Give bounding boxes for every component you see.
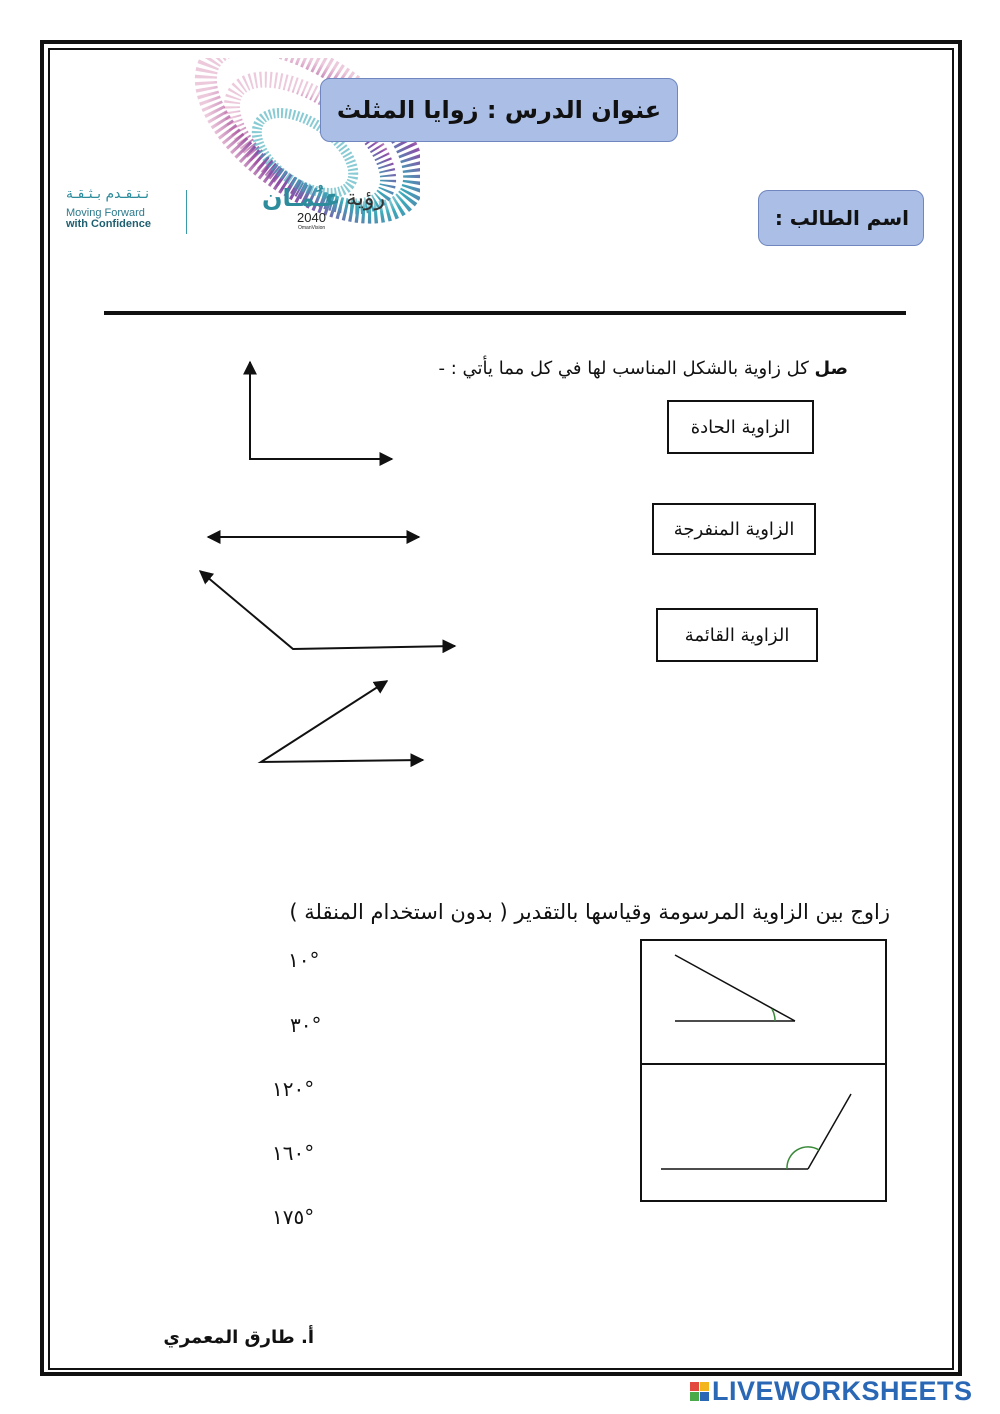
liveworksheets-logo: LIVEWORKSHEETS [690,1376,973,1407]
measure-160[interactable]: °١٦٠ [272,1141,315,1165]
measure-30[interactable]: °٣٠ [290,1013,322,1037]
logo-oman: عـُمـان [262,184,341,212]
liveworksheets-icon [690,1382,709,1401]
logo-tagline-ar: نـتـقـدم بـثـقـة [66,186,149,202]
logo-ruya: رؤية [346,186,386,211]
logo-omanvision: OmanVision [298,225,326,231]
teacher-name: أ. طارق المعمري [163,1327,314,1348]
figure-right-angle [250,362,392,459]
logo-tagline-en: Moving Forward with Confidence [66,207,151,230]
measure-175[interactable]: °١٧٥ [272,1205,315,1229]
angle-table [641,940,886,1201]
logo-year: 2040 [297,210,326,225]
table-figure-small-angle [675,955,795,1021]
label-right-angle[interactable]: الزاوية القائمة [656,608,818,662]
lesson-title: عنوان الدرس : زوايا المثلث [320,78,678,142]
figure-acute-angle [261,681,423,762]
figure-obtuse-angle [200,571,455,649]
label-obtuse-angle[interactable]: الزاوية المنفرجة [652,503,816,555]
exercise2-instruction: زاوج بين الزاوية المرسومة وقياسها بالتقدير ( بدون استخدام المنقلة ) [289,900,890,924]
exercise1-instruction: صل كل زاوية بالشكل المناسب لها في كل مما يأتي : - [438,358,848,379]
measure-120[interactable]: °١٢٠ [272,1077,315,1101]
measure-10[interactable]: °١٠ [288,948,320,972]
table-figure-large-angle [661,1094,851,1169]
label-acute-angle[interactable]: الزاوية الحادة [667,400,814,454]
student-name-field[interactable]: اسم الطالب : [758,190,924,246]
